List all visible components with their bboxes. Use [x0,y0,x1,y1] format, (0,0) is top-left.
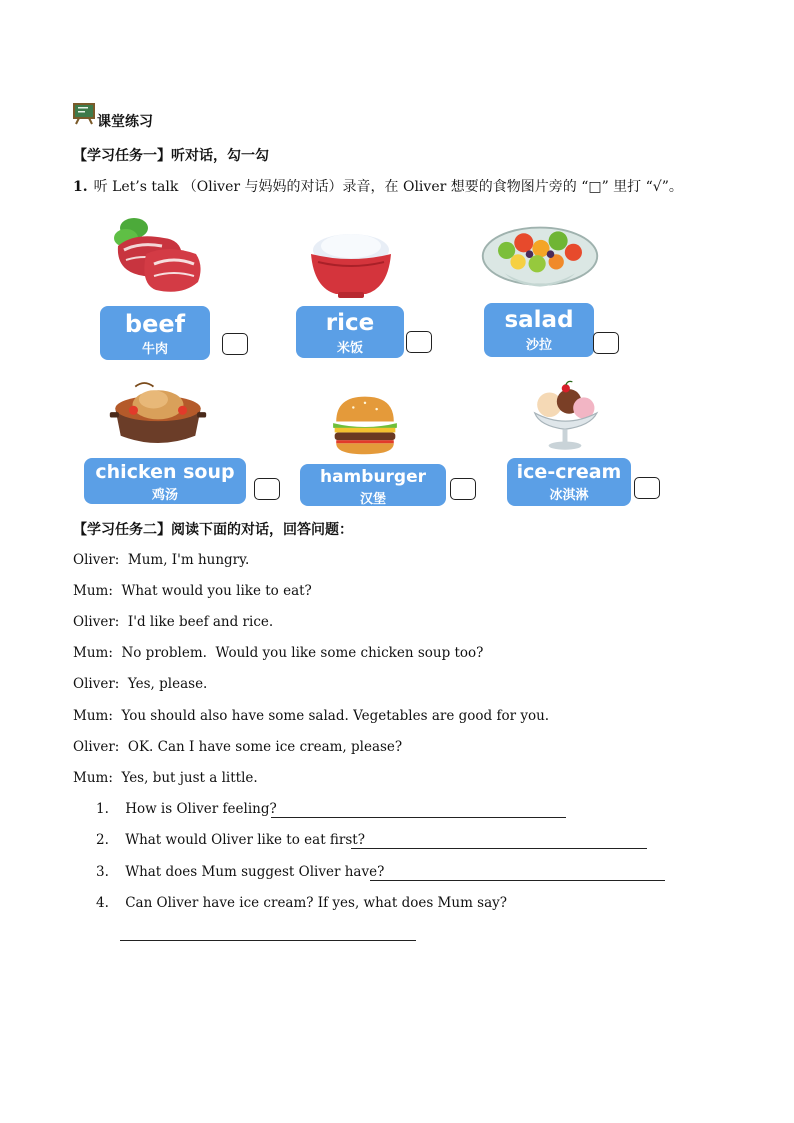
steak-icon [104,210,214,300]
question-number: 4. [96,895,109,911]
food-label-salad [484,303,594,357]
task2-title: 【学习任务二】阅读下面的对话，回答问题： [73,522,353,538]
task1-title: 【学习任务一】听对话，勾一勾 [73,148,269,164]
task1-instruction-text: 听 Let’s talk （Oliver 与妈妈的对话）录音，在 Oliver 想要的食物图片旁的 “□” 里打 “√”。 [93,179,683,195]
food-label-zh: 牛肉 [141,342,168,357]
checkbox-rice[interactable] [406,331,432,353]
dialogue-line: Oliver: Yes, please. [73,676,208,692]
food-label-ice-cream [507,458,631,506]
food-label-zh: 汉堡 [359,492,386,507]
question-number: 1. [96,801,109,817]
checkbox-hamburger[interactable] [450,478,476,500]
food-label-en: beef [124,310,186,338]
question-4 [96,895,507,911]
food-label-rice [296,306,404,358]
dialogue-line: Mum: No problem. Would you like some chicken soup too? [73,645,484,661]
question-number: 3. [96,864,109,880]
food-label-zh: 冰淇淋 [549,488,589,503]
salad-icon [478,214,602,304]
section-heading-text: 课堂练习 [97,114,153,130]
answer-line-1[interactable] [271,817,566,818]
food-label-hamburger [300,464,446,506]
ice-cream-icon [520,374,610,460]
hamburger-icon [320,392,410,462]
question-text: What does Mum suggest Oliver have? [125,864,385,880]
food-label-chicken-soup [84,458,246,504]
dialogue-line: Oliver: I'd like beef and rice. [73,614,274,630]
dialogue-line: Mum: You should also have some salad. Vegetables are good for you. [73,708,550,724]
question-2 [96,832,365,848]
answer-line-2[interactable] [351,848,647,849]
food-label-beef [100,306,210,360]
question-text: How is Oliver feeling? [125,801,277,817]
question-1 [96,801,277,817]
food-label-en: chicken soup [95,461,235,483]
task1-number: 1. [73,179,88,195]
question-number: 2. [96,832,109,848]
blackboard-icon [73,103,95,125]
dialogue-line: Mum: Yes, but just a little. [73,770,258,786]
question-3 [96,864,384,880]
task1-instruction [73,176,683,196]
checkbox-ice-cream[interactable] [634,477,660,499]
dialogue-line: Oliver: Mum, I'm hungry. [73,552,250,568]
question-text: Can Oliver have ice cream? If yes, what does Mum say? [125,895,507,911]
checkbox-chicken-soup[interactable] [254,478,280,500]
food-label-zh: 米饭 [336,341,363,356]
food-label-en: hamburger [319,467,427,487]
food-label-en: rice [325,310,375,336]
food-label-zh: 沙拉 [525,338,552,353]
dialogue-line: Mum: What would you like to eat? [73,583,312,599]
food-label-en: salad [504,307,574,333]
dialogue-line: Oliver: OK. Can I have some ice cream, please? [73,739,403,755]
checkbox-beef[interactable] [222,333,248,355]
food-label-en: ice-cream [516,461,622,483]
checkbox-salad[interactable] [593,332,619,354]
chicken-soup-icon [108,370,208,456]
food-label-zh: 鸡汤 [151,488,178,503]
answer-line-3[interactable] [370,880,665,881]
question-text: What would Oliver like to eat first? [125,832,365,848]
answer-line-4[interactable] [120,940,416,941]
rice-bowl-icon [296,222,406,312]
